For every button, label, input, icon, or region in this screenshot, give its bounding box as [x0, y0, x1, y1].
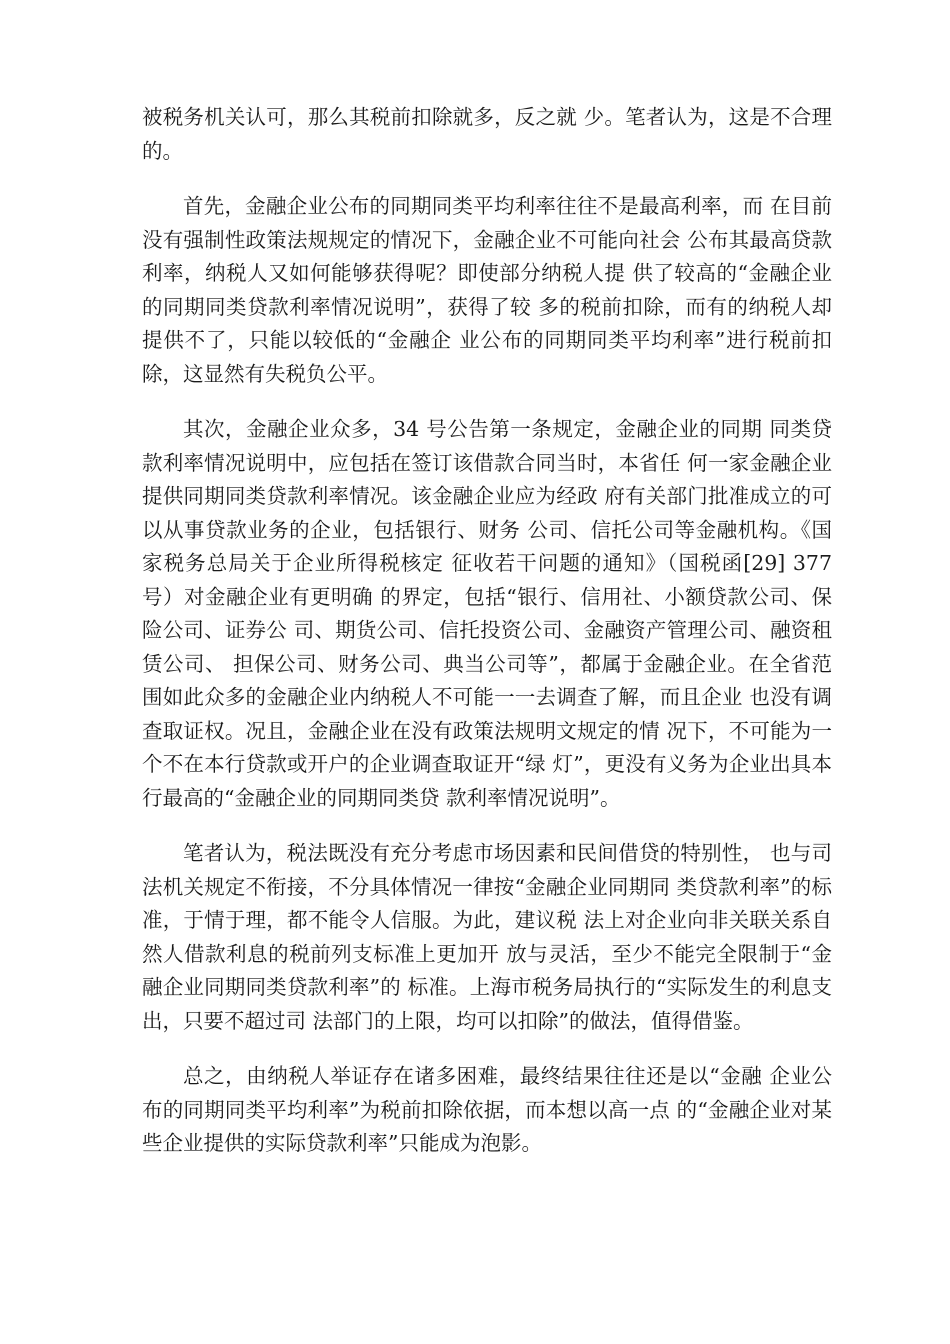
document-body: [142, 101, 832, 1183]
paragraph-1: 被税务机关认可，那么其税前扣除就多，反之就 少。笔者认为，这是不合理的。: [142, 105, 832, 163]
paragraph-4: 笔者认为，税法既没有充分考虑市场因素和民间借贷的特别性， 也与司法机关规定不衔接，不分具体情况一律按“金融企业同期同 类贷款利率”的标准，于情于理，都不能令人信服。为此，建议税 法上对企业向非关联关系自然人借款利息的税前列支标准上更加开 放与灵活，至少不能完全限制于“金融企业同期同类贷款利率”的 标准。上海市税务局执行的“实际发生的利息支出，只要不超过司 法部门的上限，均可以扣除”的做法，值得借鉴。: [142, 841, 832, 1033]
paragraph-3: 其次，金融企业众多，34 号公告第一条规定，金融企业的同期 同类贷款利率情况说明中，应包括在签订该借款合同当时，本省任 何一家金融企业提供同期同类贷款利率情况。该金融企业应为经政 府有关部门批准成立的可以从事贷款业务的企业，包括银行、财务 公司、信托公司等金融机构。《国家税务总局关于企业所得税核定 征收若干问题的通知》（国税函[29] 377 号）对金融企业有更明确 的界定，包括“银行、信用社、小额贷款公司、保险公司、证券公 司、期货公司、信托投资公司、金融资产管理公司、融资租赁公司、 担保公司、财务公司、典当公司等”，都属于金融企业。在全省范 围如此众多的金融企业内纳税人不可能一一去调查了解，而且企业 也没有调查取证权。况且，金融企业在没有政策法规明文规定的情 况下，不可能为一个不在本行贷款或开户的企业调查取证开“绿 灯”，更没有义务为企业出具本行最高的“金融企业的同期同类贷 款利率情况说明”。: [142, 417, 832, 810]
paragraph-2: 首先，金融企业公布的同期同类平均利率往往不是最高利率，而 在目前没有强制性政策法规规定的情况下，金融企业不可能向社会 公布其最高贷款利率，纳税人又如何能够获得呢？即使部分纳税人提 供了较高的“金融企业的同期同类贷款利率情况说明”，获得了较 多的税前扣除，而有的纳税人却提供不了，只能以较低的“金融企 业公布的同期同类平均利率”进行税前扣除，这显然有失税负公平。: [142, 194, 832, 386]
paragraph-5: 总之，由纳税人举证存在诸多困难，最终结果往往还是以“金融 企业公布的同期同类平均利率”为税前扣除依据，而本想以高一点 的“金融企业对某些企业提供的实际贷款利率”只能成为泡影。: [142, 1064, 832, 1155]
